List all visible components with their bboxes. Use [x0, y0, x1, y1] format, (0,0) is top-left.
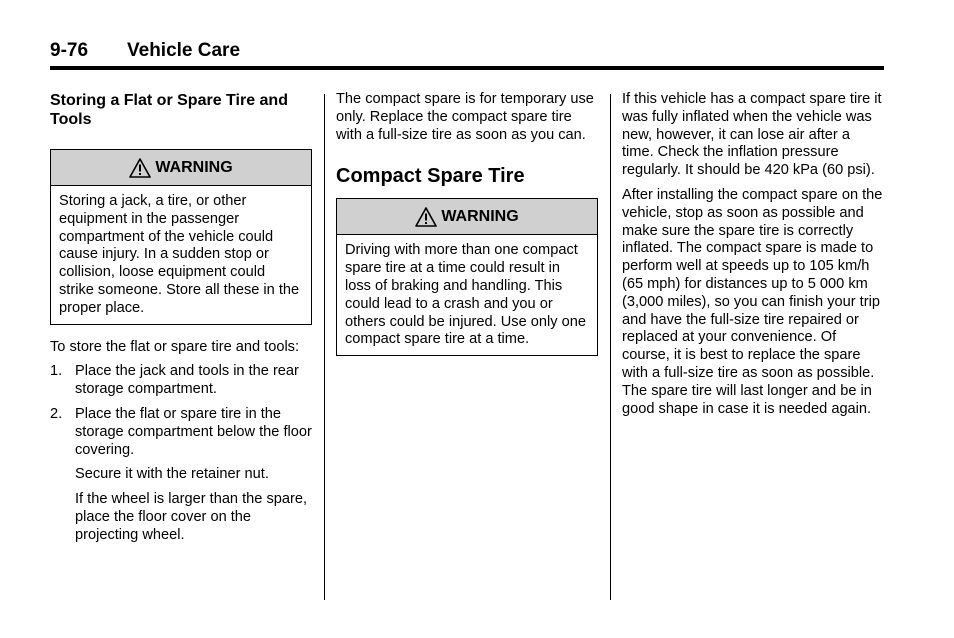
warning-triangle-icon	[415, 207, 437, 227]
warning-triangle-icon	[129, 158, 151, 178]
column-divider	[610, 94, 611, 600]
intro-paragraph: The compact spare is for temporary use only. Replace the compact spare tire with a full-size tire as soon as you can.	[336, 91, 594, 143]
list-item	[50, 406, 312, 459]
page-number: 9-76	[50, 40, 89, 61]
column-3	[622, 91, 884, 425]
warning-title: WARNING	[441, 207, 519, 225]
steps-list	[50, 363, 312, 459]
warning-title: WARNING	[155, 158, 233, 176]
warning-text: Driving with more than one compact spare tire at a time could result in loss of braking and handling. This could lead to a crash and you or others could be injured. Use only one compact spare tire at a time.	[345, 242, 586, 348]
warning-box	[50, 149, 312, 325]
column-2	[336, 91, 598, 370]
warning-text: Storing a jack, a tire, or other equipment in the passenger compartment of the vehicle could cause injury. In a sudden stop or collision, loose equipment could strike someone. Store all these in the proper place.	[59, 193, 300, 316]
list-item	[50, 363, 312, 399]
sub-paragraph: Secure it with the retainer nut.	[75, 466, 269, 483]
sub-paragraph: If the wheel is larger than the spare, place the floor cover on the projecting wheel.	[75, 491, 308, 543]
warning-header	[337, 199, 597, 235]
section-title: Vehicle Care	[127, 40, 241, 61]
step-text: Place the jack and tools in the rear storage compartment.	[75, 363, 299, 398]
page-header	[50, 38, 884, 70]
column-divider	[324, 94, 325, 600]
warning-header	[51, 150, 311, 186]
section-heading: Compact Spare Tire	[336, 165, 525, 188]
step-text: Place the flat or spare tire in the storage compartment below the floor covering.	[75, 405, 312, 458]
body-paragraph: After installing the compact spare on the vehicle, stop as soon as possible and make sure the spare tire is correctly inflated. The compact spare is made to perform well at speeds up to 105 km/h (65 mph) for distances up to 5 000 km (3,000 miles), so you can finish your trip and have the full-size tire repaired or replaced at your convenience. Of course, it is best to replace the spare with a full-size tire as soon as possible. The spare tire will last longer and be in good shape in case it is needed again.	[622, 186, 883, 417]
body-paragraph: If this vehicle has a compact spare tire it was fully inflated when the vehicle was new, however, it can lose air after a time. Check the inflation pressure regularly. It should be 420 kPa (60 psi).	[622, 91, 882, 179]
subheading: Storing a Flat or Spare Tire and Tools	[50, 92, 288, 128]
column-1	[50, 91, 312, 552]
warning-box	[336, 198, 598, 356]
step-number: 1.	[50, 363, 63, 380]
instructions-intro: To store the flat or spare tire and tools:	[50, 338, 300, 355]
step-number: 2.	[50, 405, 63, 422]
